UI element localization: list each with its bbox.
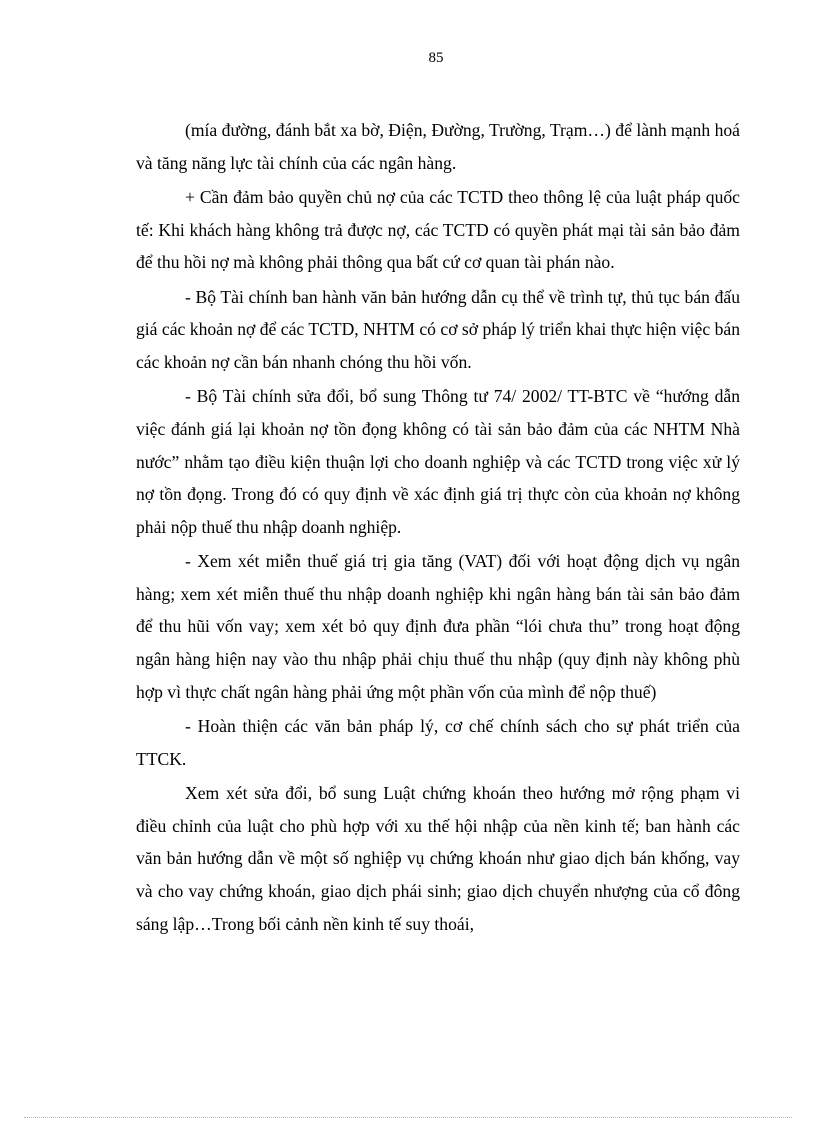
document-body xyxy=(136,114,740,942)
page-number: 85 xyxy=(428,50,444,66)
paragraph-1: (mía đường, đánh bắt xa bờ, Điện, Đường, Trường, Trạm…) để lành mạnh hoá và tăng năng lực tài chính của các ngân hàng. xyxy=(136,120,740,173)
paragraph-2: + Cần đảm bảo quyền chủ nợ của các TCTD theo thông lệ của luật pháp quốc tế: Khi khách hàng không trả được nợ, các TCTD có quyền phát mại tài sản bảo đảm để thu hồi nợ mà không phải thông qua bất cứ cơ quan tài phán nào. xyxy=(136,187,740,273)
paragraph-5: - Xem xét miễn thuế giá trị gia tăng (VAT) đối với hoạt động dịch vụ ngân hàng; xem xét miễn thuế thu nhập doanh nghiệp khi ngân hàng bán tài sản bảo đảm để thu hũi vốn vay; xem xét bỏ quy định đưa phần “lói chưa thu” trong hoạt động ngân hàng hiện nay vào thu nhập phải chịu thuế thu nhập (quy định này không phù hợp vì thực chất ngân hàng phải ứng một phần vốn của mình để nộp thuế) xyxy=(136,551,740,702)
page-bottom-divider xyxy=(24,1117,792,1118)
paragraph-6: - Hoàn thiện các văn bản pháp lý, cơ chế chính sách cho sự phát triển của TTCK. xyxy=(136,716,740,769)
paragraph-7: Xem xét sửa đổi, bổ sung Luật chứng khoán theo hướng mở rộng phạm vi điều chỉnh của luật cho phù hợp với xu thế hội nhập của nền kinh tế; ban hành các văn bản hướng dẫn về một số nghiệp vụ chứng khoán như giao dịch bán khống, vay và cho vay chứng khoán, giao dịch phái sinh; giao dịch chuyển nhượng của cổ đông sáng lập…Trong bối cảnh nền kinh tế suy thoái, xyxy=(136,783,740,934)
paragraph-3: - Bộ Tài chính ban hành văn bản hướng dẫn cụ thể về trình tự, thủ tục bán đấu giá các khoản nợ để các TCTD, NHTM có cơ sở pháp lý triển khai thực hiện việc bán các khoản nợ cần bán nhanh chóng thu hồi vốn. xyxy=(136,286,740,372)
paragraph-4: - Bộ Tài chính sửa đổi, bổ sung Thông tư 74/ 2002/ TT-BTC về “hướng dẫn việc đánh giá lại khoản nợ tồn đọng không có tài sản bảo đảm của các NHTM Nhà nước” nhằm tạo điều kiện thuận lợi cho doanh nghiệp và các TCTD trong việc xử lý nợ tồn đọng. Trong đó có quy định về xác định giá trị thực còn của khoản nợ không phải nộp thuế thu nhập doanh nghiệp. xyxy=(136,386,740,537)
